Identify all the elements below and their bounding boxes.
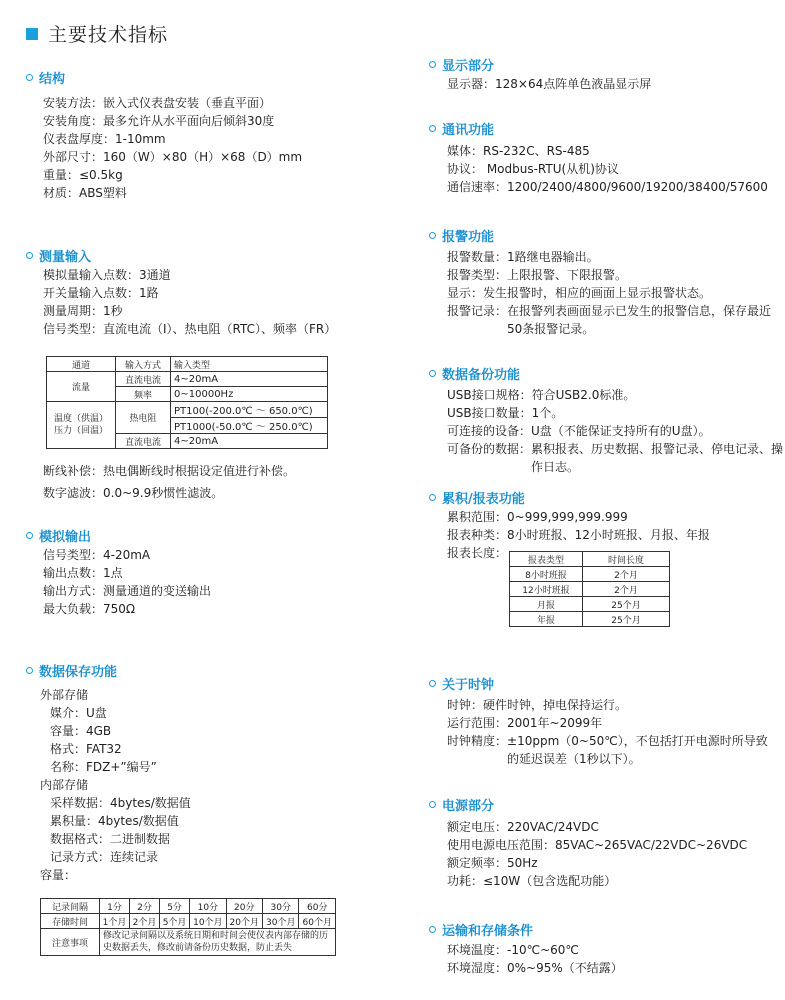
table-cell: 5分: [160, 899, 190, 914]
section-title: 电源部分: [442, 798, 495, 814]
storage-capacity-table: [40, 898, 336, 956]
table-cell: 5个月: [160, 914, 190, 929]
text-line: 累积范围：0~999,999,999.999: [447, 510, 628, 524]
table-cell: 1个月: [100, 914, 130, 929]
section-title: 运输和存储条件: [442, 923, 534, 939]
text-line: 内部存储: [40, 778, 89, 792]
table-cell: 60个月: [299, 914, 336, 929]
text-line: 输出方式：测量通道的变送输出: [43, 584, 212, 598]
section-title: 结构: [39, 71, 66, 87]
table-header: 输入类型: [171, 357, 328, 372]
text-line: 报警数量：1路继电器输出。: [447, 250, 599, 264]
alarm-record: [447, 302, 783, 338]
table-cell: 直流电流: [116, 372, 171, 387]
backup-data: [447, 440, 783, 476]
title-square-icon: [26, 28, 38, 40]
table-cell: 温度（供温）压力（回温）: [47, 402, 116, 449]
bullet-icon: [429, 494, 436, 501]
text-line: 报表种类：8小时班报、12小时班报、月报、年报: [447, 528, 710, 542]
bullet-icon: [26, 532, 33, 539]
text-line: 材质：ABS塑料: [43, 186, 127, 200]
section-title: 报警功能: [442, 229, 495, 245]
section-clock: [429, 674, 777, 768]
text-line: 信号类型：4-20mA: [43, 548, 151, 562]
text-line: 模拟量输入点数：3通道: [43, 268, 171, 282]
table-cell: 12小时班报: [510, 582, 583, 597]
table-cell: 修改记录间隔以及系统日期和时间会使仪表内部存储的历史数据丢失，修改前请备份历史数据，防止丢失: [100, 929, 336, 956]
table-cell: 2个月: [583, 567, 670, 582]
table-cell: 2个月: [583, 582, 670, 597]
section-structure: [26, 68, 302, 202]
text-line: 额定频率：50Hz: [447, 856, 538, 870]
text-line: 报表长度：: [447, 546, 508, 560]
text-line: 媒介：U盘: [50, 706, 107, 720]
text-line: 数据格式：二进制数据: [50, 832, 171, 846]
text-line: 输出点数：1点: [43, 566, 123, 580]
bullet-icon: [26, 667, 33, 674]
text-line: 名称：FDZ+”编号”: [50, 760, 157, 774]
table-cell: 2个月: [130, 914, 160, 929]
section-title: 模拟输出: [39, 529, 92, 545]
table-header: 注意事项: [41, 929, 100, 956]
section-analog-output: [26, 526, 211, 618]
clock-accuracy: [447, 732, 777, 768]
section-power: [429, 795, 747, 890]
report-length-table: [509, 551, 670, 627]
text-line: 运行范围：2001年~2099年: [447, 716, 603, 730]
section-alarm: [429, 226, 783, 338]
text-line: 仪表盘厚度：1-10mm: [43, 132, 166, 146]
table-cell: 10分: [190, 899, 226, 914]
text-line: 可连接的设备：U盘（不能保证支持所有的U盘）。: [447, 424, 711, 438]
text-line: 采样数据：4bytes/数据值: [50, 796, 191, 810]
table-cell: 热电阻: [116, 402, 171, 434]
page-title: 主要技术指标: [26, 20, 168, 47]
bullet-icon: [429, 125, 436, 132]
text-line: 测量周期：1秒: [43, 304, 123, 318]
text-line: 记录方式：连续记录: [50, 850, 159, 864]
table-cell: 直流电流: [116, 434, 171, 449]
section-data-backup: [429, 364, 783, 476]
table-cell: 25个月: [583, 597, 670, 612]
section-environment: [429, 920, 623, 977]
text-line: 显示：发生报警时，相应的画面上显示报警状态。: [447, 286, 712, 300]
table-cell: 月报: [510, 597, 583, 612]
table-header: 记录间隔: [41, 899, 100, 914]
text-line: 环境温度：-10℃~60℃: [447, 943, 579, 957]
measure-notes: [43, 460, 295, 504]
table-cell: 20个月: [226, 914, 262, 929]
section-title: 显示部分: [442, 58, 495, 74]
section-title: 测量输入: [39, 249, 92, 265]
section-communication: [429, 119, 768, 196]
text-line: USB接口规格：符合USB2.0标准。: [447, 388, 636, 402]
text-key: 时钟精度：: [447, 734, 508, 748]
table-header: 通道: [47, 357, 116, 372]
table-cell: 1分: [100, 899, 130, 914]
table-cell: 25个月: [583, 612, 670, 627]
text-line: 显示器：128×64点阵单色液晶显示屏: [447, 77, 652, 91]
text-line: 时钟：硬件时钟，掉电保持运行。: [447, 698, 628, 712]
table-cell: 频率: [116, 387, 171, 402]
section-title: 通讯功能: [442, 122, 495, 138]
table-header: 报表类型: [510, 552, 583, 567]
bullet-icon: [429, 680, 436, 687]
text-value: 在报警列表画面显示已发生的报警信息，保存最近50条报警记录。: [507, 304, 772, 336]
text-line: 容量：: [40, 868, 77, 882]
text-line: 断线补偿：热电偶断线时根据设定值进行补偿。: [43, 464, 296, 478]
table-cell: 4~20mA: [171, 372, 328, 387]
text-value: ±10ppm（0~50℃），不包括打开电源时所导致的延迟误差（1秒以下）。: [507, 734, 768, 766]
text-line: 功耗：≤10W（包含选配功能）: [447, 874, 617, 888]
section-data-storage: [26, 661, 191, 884]
input-type-table: [46, 356, 328, 449]
text-value: 累积报表、历史数据、报警记录、停电记录、操作日志。: [531, 442, 784, 474]
table-cell: PT1000(-50.0℃ ～ 250.0℃): [171, 418, 328, 434]
section-title: 数据备份功能: [442, 367, 521, 383]
table-cell: 20分: [226, 899, 262, 914]
table-cell: 4~20mA: [171, 434, 328, 449]
section-title: 累积/报表功能: [442, 491, 525, 507]
table-cell: 30个月: [263, 914, 299, 929]
table-cell: 2分: [130, 899, 160, 914]
text-line: 累积量：4bytes/数据值: [50, 814, 179, 828]
section-title: 数据保存功能: [39, 664, 118, 680]
text-line: 数字滤波：0.0~9.9秒惯性滤波。: [43, 486, 224, 500]
text-key: 报警记录：: [447, 304, 508, 318]
table-header: 存储时间: [41, 914, 100, 929]
text-line: 协议： Modbus-RTU(从机)协议: [447, 162, 619, 176]
table-cell: 60分: [299, 899, 336, 914]
text-line: 最大负载：750Ω: [43, 602, 136, 616]
text-line: 外部尺寸：160（W）×80（H）×68（D）mm: [43, 150, 303, 164]
table-header: 时间长度: [583, 552, 670, 567]
text-line: 环境湿度：0%~95%（不结露）: [447, 961, 623, 975]
table-cell: 年报: [510, 612, 583, 627]
table-cell: 流量: [47, 372, 116, 402]
bullet-icon: [26, 74, 33, 81]
text-line: 开关量输入点数：1路: [43, 286, 159, 300]
text-key: 可备份的数据：: [447, 442, 532, 456]
text-line: USB接口数量：1个。: [447, 406, 564, 420]
section-title: 关于时钟: [442, 677, 495, 693]
text-line: 安装角度：最多允许从水平面向后倾斜30度: [43, 114, 275, 128]
text-line: 信号类型：直流电流（I）、热电阻（RTC）、频率（FR）: [43, 322, 337, 336]
text-line: 重量：≤0.5kg: [43, 168, 123, 182]
table-cell: 10个月: [190, 914, 226, 929]
bullet-icon: [429, 232, 436, 239]
text-line: 使用电源电压范围：85VAC~265VAC/22VDC~26VDC: [447, 838, 748, 852]
text-line: 外部存储: [40, 688, 89, 702]
bullet-icon: [429, 61, 436, 68]
text-line: 报警类型：上限报警、下限报警。: [447, 268, 628, 282]
table-cell: 30分: [263, 899, 299, 914]
text-line: 媒体：RS-232C、RS-485: [447, 144, 590, 158]
bullet-icon: [26, 252, 33, 259]
table-cell: PT100(-200.0℃ ～ 650.0℃): [171, 402, 328, 418]
table-header: 输入方式: [116, 357, 171, 372]
section-measure-input: [26, 246, 336, 338]
text-line: 通信速率：1200/2400/4800/9600/19200/38400/57600: [447, 180, 768, 194]
bullet-icon: [429, 926, 436, 933]
text-line: 额定电压：220VAC/24VDC: [447, 820, 599, 834]
text-line: 安装方法：嵌入式仪表盘安装（垂直平面）: [43, 96, 272, 110]
text-line: 格式：FAT32: [50, 742, 122, 756]
table-cell: 8小时班报: [510, 567, 583, 582]
text-line: 容量：4GB: [50, 724, 112, 738]
table-cell: 0~10000Hz: [171, 387, 328, 402]
bullet-icon: [429, 801, 436, 808]
bullet-icon: [429, 370, 436, 377]
section-display: [429, 55, 651, 93]
